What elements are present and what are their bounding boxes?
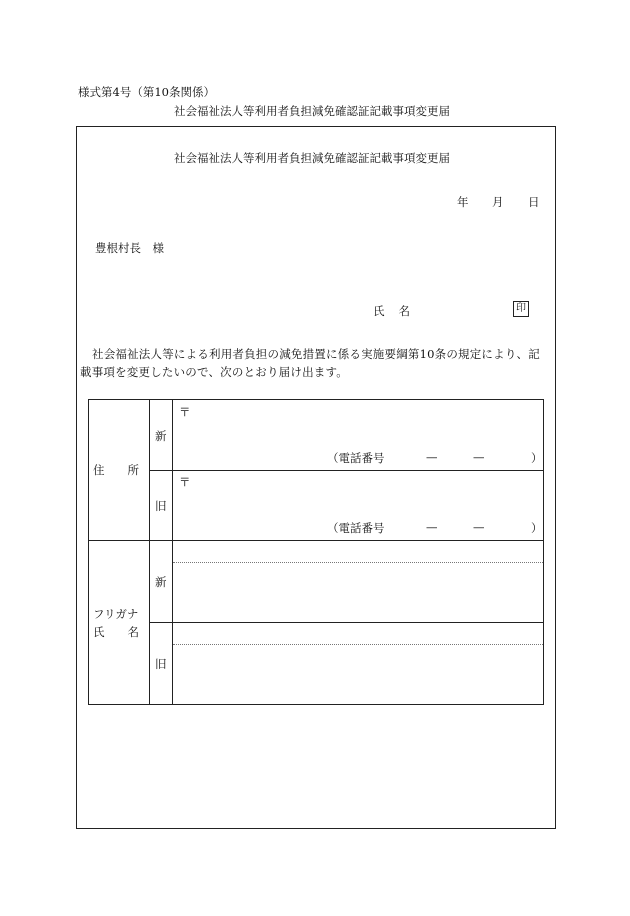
date-month-label: 月 [492, 195, 504, 209]
date-year-label: 年 [457, 195, 469, 209]
phone-label-old: （電話番号 [327, 521, 385, 535]
table-row-divider-name [149, 622, 543, 623]
phone-dash-1-old: — [426, 520, 438, 534]
phone-close-old: ） [531, 521, 543, 535]
address-label: 住 所 [93, 463, 139, 477]
applicant-name-label: 氏名 [373, 304, 424, 318]
table-column-divider-2 [172, 400, 173, 704]
table-row-divider-address [149, 470, 543, 471]
header-title: 社会福祉法人等利用者負担減免確認証記載事項変更届 [174, 104, 450, 118]
postal-mark-new: 〒 [179, 405, 191, 419]
address-new-label: 新 [155, 429, 167, 443]
phone-dash-1-new: — [426, 450, 438, 464]
name-new-label: 新 [155, 575, 167, 589]
document-title: 社会福祉法人等利用者負担減免確認証記載事項変更届 [174, 151, 450, 165]
postal-mark-old: 〒 [179, 475, 191, 489]
addressee: 豊根村長 様 [95, 241, 164, 255]
table-column-divider-1 [149, 400, 150, 704]
seal-mark: 印 [513, 301, 529, 317]
address-old-label: 旧 [155, 499, 167, 513]
furigana-line-new [173, 562, 543, 563]
phone-close-new: ） [531, 451, 543, 465]
furigana-line-old [173, 644, 543, 645]
phone-dash-2-old: — [473, 520, 485, 534]
furigana-label: フリガナ [93, 607, 139, 621]
table-section-divider [89, 540, 543, 541]
name-old-label: 旧 [155, 657, 167, 671]
phone-dash-2-new: — [473, 450, 485, 464]
body-text: 社会福祉法人等による利用者負担の減免措置に係る実施要綱第10条の規定により、記載事項を変更したいので、次のとおり届け出ます。 [80, 347, 540, 379]
name-label: 氏 名 [93, 625, 139, 639]
date-day-label: 日 [528, 195, 540, 209]
phone-label-new: （電話番号 [327, 451, 385, 465]
form-number: 様式第4号（第10条関係） [78, 85, 215, 99]
change-table [88, 399, 544, 705]
